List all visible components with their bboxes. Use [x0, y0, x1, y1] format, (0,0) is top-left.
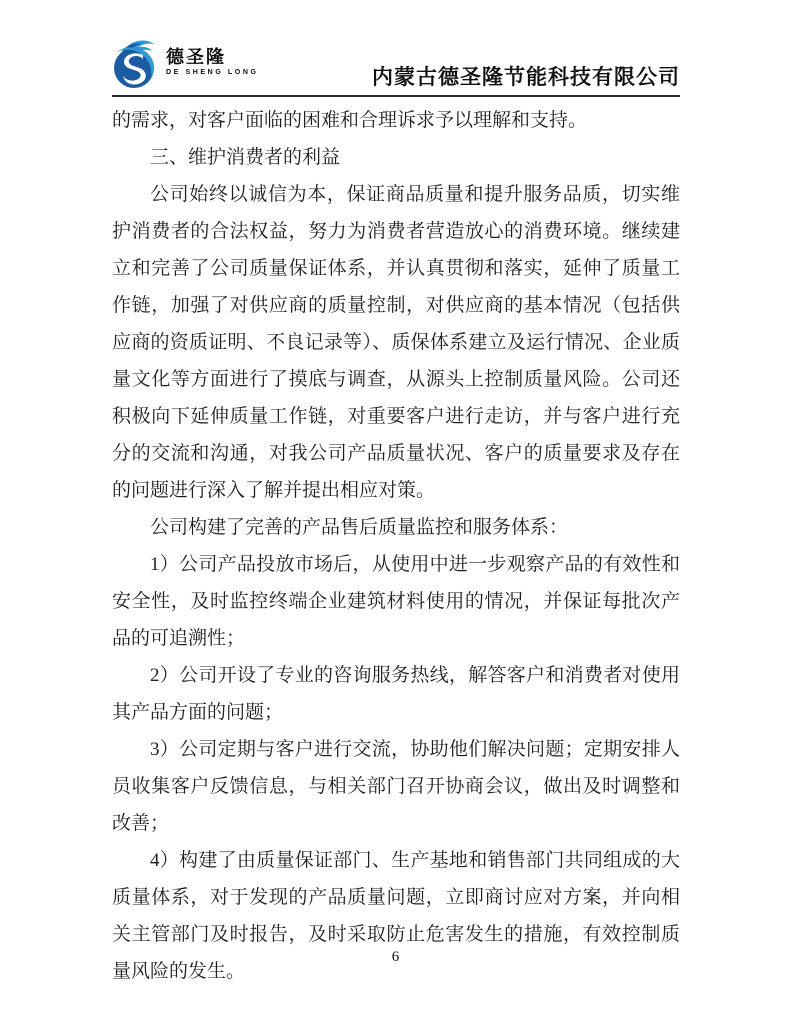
page-header: [112, 0, 680, 97]
logo-brand-en: DE SHENG LONG: [166, 69, 259, 76]
company-logo: [112, 38, 259, 90]
dragon-s-logo-icon: [112, 38, 162, 90]
paragraph: 公司构建了完善的产品售后质量监控和服务体系：: [150, 517, 569, 538]
section-heading: 三、维护消费者的利益: [150, 147, 341, 168]
logo-text-block: [166, 48, 259, 76]
logo-brand-cn: 德圣隆: [166, 47, 226, 67]
list-item-3: 3）公司定期与客户进行交流，协助他们解决问题；定期安排人员收集客户反馈信息，与相关部门召开协商会议，做出及时调整和改善；: [112, 739, 680, 834]
company-name-header: 内蒙古德圣隆节能科技有限公司: [372, 64, 680, 89]
paragraph: 公司始终以诚信为本，保证商品质量和提升服务品质，切实维护消费者的合法权益，努力为消费者营造放心的消费环境。继续建立和完善了公司质量保证体系，并认真贯彻和落实，延伸了质量工作链，加强了对供应商的质量控制，对供应商的基本情况（包括供应商的资质证明、不良记录等）、质保体系建立及运行情况、企业质量文化等方面进行了摸底与调查，从源头上控制质量风险。公司还积极向下延伸质量工作链，对重要客户进行走访，并与客户进行充分的交流和沟通，对我公司产品质量状况、客户的质量要求及存在的问题进行深入了解并提出相应对策。: [112, 184, 680, 501]
list-item-4: 4）构建了由质量保证部门、生产基地和销售部门共同组成的大质量体系，对于发现的产品质量问题，立即商讨应对方案，并向相关主管部门及时报告，及时采取防止危害发生的措施，有效控制质量风险的发生。: [112, 850, 680, 982]
list-item-2: 2）公司开设了专业的咨询服务热线，解答客户和消费者对使用其产品方面的问题；: [112, 665, 680, 723]
paragraph-continuation: 的需求，对客户面临的困难和合理诉求予以理解和支持。: [112, 110, 588, 131]
document-body: [112, 97, 680, 990]
page-footer: [0, 949, 791, 966]
list-item-1: 1）公司产品投放市场后，从使用中进一步观察产品的有效性和安全性，及时监控终端企业建筑材料使用的情况，并保证每批次产品的可追溯性；: [112, 554, 680, 649]
page-number: 6: [391, 949, 400, 965]
